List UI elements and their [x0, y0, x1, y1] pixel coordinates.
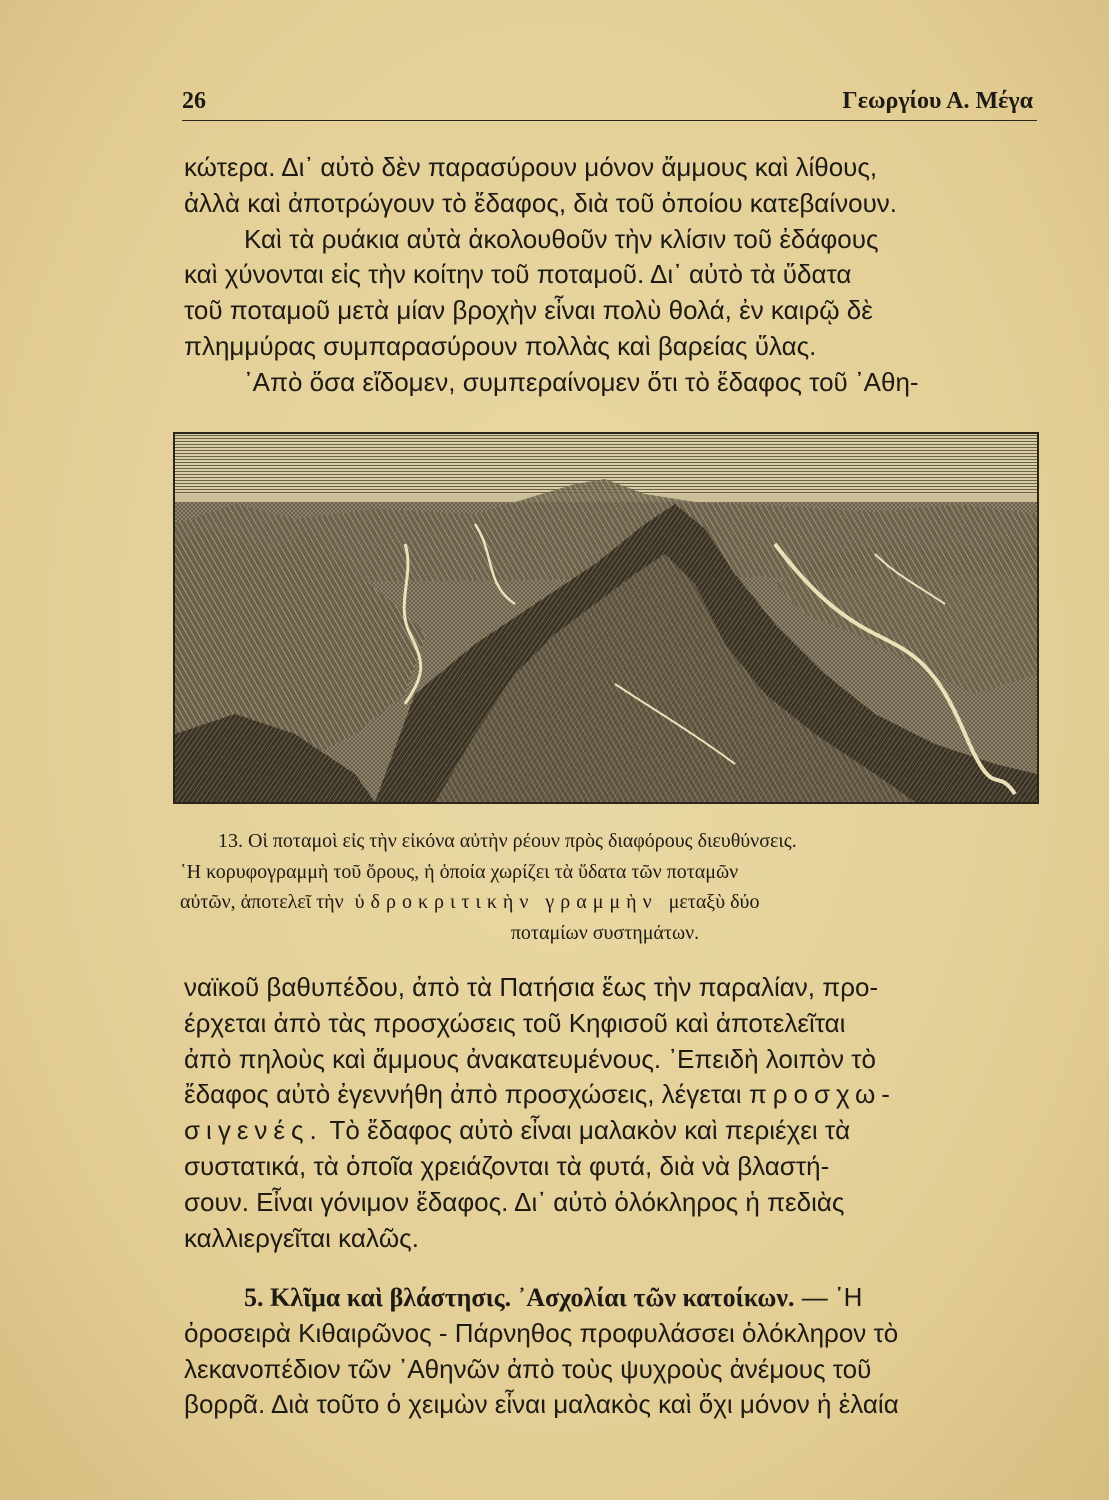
- text-line: Καὶ τὰ ρυάκια αὐτὰ ἀκολουθοῦν τὴν κλίσιν τοῦ ἐδάφους: [244, 223, 879, 254]
- spaced-term: προσχω-: [748, 1079, 896, 1110]
- caption-text: αὐτῶν, ἀποτελεῖ τὴν: [180, 891, 344, 913]
- text-line: σουν. Εἶναι γόνιμον ἔδαφος. Δι᾿ αὐτὸ ὁλόκληρος ἡ πεδιὰς: [184, 1186, 845, 1217]
- mountain-landscape-illustration: [175, 434, 1037, 802]
- text-line: τοῦ ποταμοῦ μετὰ μίαν βροχὴν εἶναι πολὺ θολά, ἐν καιρῷ δὲ: [184, 295, 873, 326]
- text-line: καλλιεργεῖται καλῶς.: [184, 1222, 419, 1253]
- mountain-engraving-figure: [173, 432, 1039, 804]
- caption-line: ῾Η κορυφογραμμὴ τοῦ ὄρους, ἡ ὁποία χωρίζει τὰ ὕδατα τῶν ποταμῶν: [180, 860, 739, 883]
- middle-paragraphs: [184, 970, 1034, 1256]
- text-line: συστατικά, τὰ ὁποῖα χρειάζονται τὰ φυτά, διὰ νὰ βλαστή-: [184, 1150, 830, 1181]
- figure-caption: [180, 826, 1030, 948]
- page-number: 26: [182, 88, 206, 114]
- section-title: 5. Κλῖμα καὶ βλάστησις. ᾿Ασχολίαι τῶν κατοίκων.: [244, 1283, 795, 1312]
- running-head: Γεωργίου Α. Μέγα: [842, 88, 1033, 114]
- section-5: [184, 1280, 1034, 1423]
- text-line: πλημμύρας συμπαρασύρουν πολλὰς καὶ βαρείας ὕλας.: [184, 330, 817, 361]
- text-line: ναϊκοῦ βαθυπέδου, ἀπὸ τὰ Πατήσια ἕως τὴν παραλίαν, προ-: [184, 972, 879, 1002]
- text-segment: ἔδαφος αὐτὸ ἐγεννήθη ἀπὸ προσχώσεις, λέγεται: [184, 1079, 742, 1110]
- text-line: [184, 1077, 1034, 1113]
- text-line: κώτερα. Δι᾿ αὐτὸ δὲν παρασύρουν μόνον ἄμμους καὶ λίθους,: [184, 152, 878, 182]
- text-line: ὀροσειρὰ Κιθαιρῶνος - Πάρνηθος προφυλάσσει ὁλόκληρον τὸ: [184, 1317, 899, 1348]
- text-line: ἀπὸ πηλοὺς καὶ ἄμμους ἀνακατευμένους. ᾿Επειδὴ λοιπὸν τὸ: [184, 1043, 876, 1074]
- spaced-term: σιγενές.: [184, 1115, 323, 1146]
- text-segment: Τὸ ἔδαφος αὐτὸ εἶναι μαλακὸν καὶ περιέχει τὰ: [329, 1115, 851, 1146]
- caption-spaced-term: ὑδροκριτικὴν γραμμὴν: [354, 891, 658, 913]
- text-line: [184, 1113, 1034, 1149]
- text-line: λεκανοπέδιον τῶν ᾿Αθηνῶν ἀπὸ τοὺς ψυχροὺς ἀνέμους τοῦ: [184, 1353, 872, 1384]
- text-line: έρχεται ἀπὸ τὰς προσχώσεις τοῦ Κηφισοῦ καὶ ἀποτελεῖται: [184, 1007, 846, 1038]
- section-heading-line: [184, 1280, 1034, 1316]
- caption-line: ποταμίων συστημάτων.: [510, 921, 700, 944]
- caption-text: μεταξὺ δύο: [668, 891, 760, 913]
- page-header: [182, 84, 1037, 121]
- caption-line: [180, 887, 1030, 918]
- top-paragraphs: [184, 150, 1034, 401]
- text-line: βορρᾶ. Διὰ τοῦτο ὁ χειμὼν εἶναι μαλακὸς καὶ ὄχι μόνον ἡ ἐλαία: [184, 1389, 899, 1420]
- text-line: ἀλλὰ καὶ ἀποτρώγουν τὸ ἔδαφος, διὰ τοῦ ὁποίου κατεβαίνουν.: [184, 187, 898, 218]
- caption-line: 13. Οἱ ποταμοὶ εἰς τὴν εἰκόνα αὐτὴν ρέουν πρὸς διαφόρους διευθύνσεις.: [218, 830, 797, 852]
- section-lead: — ῾Η: [801, 1282, 863, 1312]
- text-line: καὶ χύνονται εἰς τὴν κοίτην τοῦ ποταμοῦ. Δι᾿ αὐτὸ τὰ ὕδατα: [184, 259, 852, 290]
- text-line: ᾿Απὸ ὅσα εἴδομεν, συμπεραίνομεν ὅτι τὸ ἔδαφος τοῦ ᾿Αθη-: [244, 366, 919, 397]
